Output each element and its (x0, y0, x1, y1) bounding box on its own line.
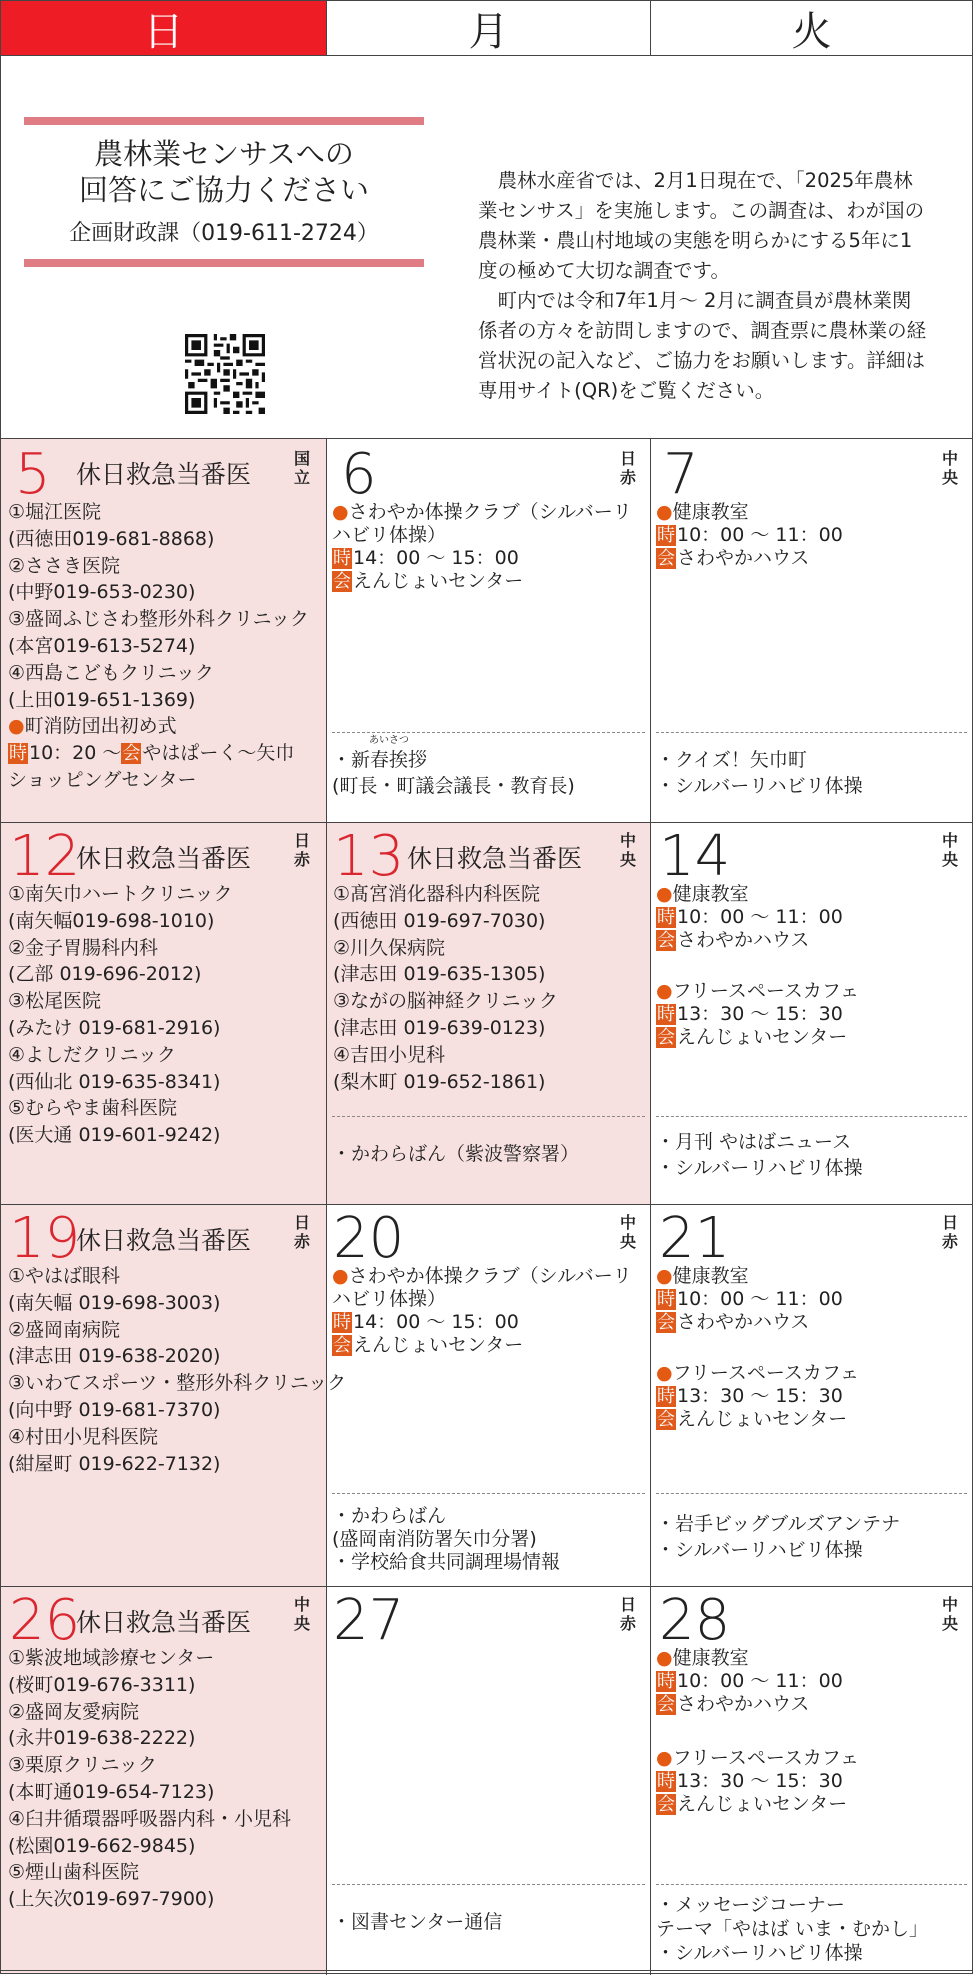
doctor-line: ③栗原クリニック (8, 1754, 157, 1777)
cell-footer (332, 1141, 579, 1167)
event-title-row (656, 501, 966, 524)
event-place-row (656, 1311, 966, 1334)
place-icon: 会 (657, 548, 675, 569)
doctor-line: (乙部 019-696-2012) (8, 963, 202, 986)
area-tag: 日赤 (941, 1213, 958, 1251)
doctor-line: ⑤煙山歯科医院 (8, 1861, 140, 1884)
event-title-row (656, 1265, 966, 1288)
dashed-divider (332, 732, 645, 733)
qr-code-icon[interactable] (185, 334, 265, 414)
notice-contact: 企画財政課（019-611-2724） (69, 221, 379, 246)
event-time: 10：00 ～ 11：00 (677, 524, 843, 546)
bullet-icon: ● (656, 1647, 673, 1669)
day-number: 6 (341, 442, 377, 507)
time-icon: 時 (333, 548, 351, 569)
footer-line: ・シルバーリハビリ体操 (656, 1157, 863, 1179)
event-place: えんじょいセンター (353, 1334, 524, 1356)
day-cell-19 (1, 1205, 347, 1586)
area-tag: 日赤 (619, 449, 636, 487)
day-cell-12 (1, 823, 326, 1204)
doctor-line: ②ささき医院 (8, 554, 121, 577)
day-number: 28 (659, 1588, 731, 1653)
event-time: 10：00 ～ 11：00 (677, 1670, 843, 1692)
event-time-row (332, 1311, 647, 1334)
event-title: フリースペースカフェ (672, 980, 859, 1002)
day-cell-21 (651, 1205, 972, 1586)
place-icon: 会 (657, 1312, 675, 1333)
ruby-reading: あいさつ (369, 735, 410, 746)
event-time: 14：00 ～ 15：00 (353, 1311, 519, 1333)
day-number: 5 (15, 442, 51, 507)
doctor-line: ①やはば眼科 (8, 1265, 121, 1287)
event-title-row (656, 1747, 966, 1770)
event-place: えんじょいセンター (353, 570, 524, 592)
doctor-line: ③ながの脳神経クリニック (333, 990, 558, 1013)
event-time: 10：00 ～ 11：00 (677, 906, 843, 928)
footer-line: (盛岡南消防署矢巾分署) (332, 1528, 537, 1550)
event-title-row (656, 1647, 966, 1670)
event-title: フリースペースカフェ (672, 1747, 859, 1769)
event-time-row (332, 547, 647, 570)
area-tag: 中央 (941, 1595, 958, 1633)
event-line (8, 713, 309, 740)
bullet-icon: ● (656, 1265, 673, 1287)
doctor-line: (津志田 019-638-2020) (8, 1345, 221, 1368)
event-place: やはぱーく～矢巾 (142, 742, 295, 765)
event-time-row (656, 1385, 966, 1408)
doctor-line: ①髙宮消化器科内科医院 (333, 883, 541, 905)
doctor-line: ①紫波地域診療センター (8, 1647, 215, 1669)
event (656, 1362, 966, 1431)
event-title: さわやか体操クラブ（シルバーリハビリ体操） (332, 501, 632, 546)
footer-line: ・月刊 やはばニュース (656, 1131, 852, 1153)
doctor-line: ②金子胃腸科内科 (8, 936, 159, 959)
event-place: さわやかハウス (677, 1311, 810, 1333)
day-number: 27 (333, 1588, 405, 1653)
event-title-row (332, 501, 647, 547)
day-cell-7 (651, 439, 972, 822)
event-title: フリースペースカフェ (672, 1362, 859, 1384)
area-tag: 中央 (941, 449, 958, 487)
event-title: さわやか体操クラブ（シルバーリハビリ体操） (332, 1265, 632, 1310)
event-time-row (656, 1770, 966, 1793)
area-tag: 中央 (619, 1213, 636, 1251)
bullet-icon: ● (332, 1265, 349, 1287)
day-number: 19 (9, 1206, 81, 1271)
dashed-divider (656, 1884, 967, 1885)
time-icon: 時 (657, 907, 675, 928)
cell-footer (656, 747, 863, 799)
event-title-row (656, 883, 966, 906)
footer-line: ・シルバーリハビリ体操 (656, 1942, 863, 1964)
emergency-doctor-label: 休日救急当番医 (76, 844, 252, 873)
notice-title-line: 回答にご協力ください (78, 173, 369, 207)
event (656, 883, 966, 952)
event-place-row (332, 570, 647, 593)
event-time: 13：30 ～ 15：30 (677, 1770, 843, 1792)
event-place: さわやかハウス (677, 547, 810, 569)
cell-footer (332, 1505, 560, 1574)
event-place-row (656, 1693, 966, 1716)
bullet-icon: ● (332, 501, 349, 523)
event-place-row (656, 929, 966, 952)
footer-line: ・岩手ビッグブルズアンテナ (656, 1513, 901, 1535)
day-number: 13 (333, 824, 405, 889)
bullet-icon: ● (656, 1747, 673, 1769)
doctor-line: (梨木町 019-652-1861) (333, 1070, 546, 1093)
area-tag: 国立 (293, 449, 310, 487)
event-place-row (332, 1334, 647, 1357)
event (656, 1265, 966, 1334)
dashed-divider (656, 1116, 967, 1117)
doctor-line: ②盛岡友愛病院 (8, 1700, 140, 1723)
day-cell-27 (327, 1587, 650, 1971)
doctor-line: (永井019-638-2222) (8, 1727, 196, 1750)
doctor-line: ②盛岡南病院 (8, 1318, 121, 1341)
event-place-row (656, 1026, 966, 1049)
footer-line: (町長・町議会議長・教育長) (332, 775, 575, 797)
doctor-line: ④よしだクリニック (8, 1043, 176, 1066)
day-number: 26 (9, 1588, 81, 1653)
footer-line: ・かわらばん（紫波警察署） (332, 1143, 580, 1165)
doctor-line: (西徳田019-681-8868) (8, 527, 215, 550)
doctor-line: (松園019-662-9845) (8, 1834, 196, 1857)
area-tag: 中央 (293, 1595, 310, 1633)
bullet-icon: ● (656, 1362, 673, 1384)
notice-body (478, 166, 928, 406)
doctor-line: (中野019-653-0230) (8, 581, 196, 604)
doctor-line: (上田019-651-1369) (8, 688, 196, 711)
event-place: えんじょいセンター (677, 1793, 848, 1815)
doctor-line: ④臼井循環器呼吸器内科・小児科 (8, 1807, 292, 1830)
time-icon: 時 (657, 1289, 675, 1310)
bullet-icon: ● (656, 883, 673, 905)
doctor-list (8, 1263, 346, 1477)
doctor-line: ②川久保病院 (333, 936, 446, 959)
doctor-line: ①堀江医院 (8, 501, 102, 523)
area-tag: 中央 (941, 831, 958, 869)
footer-line: ・学校給食共同調理場情報 (332, 1551, 561, 1573)
cell-footer (656, 1129, 863, 1181)
doctor-line: (桜町019-676-3311) (8, 1673, 196, 1696)
ruby-text (351, 735, 428, 773)
bullet-icon: ● (656, 980, 673, 1002)
event-title: 健康教室 (672, 1265, 749, 1287)
event-time-row (656, 524, 966, 547)
footer-line: ・新春挨拶 あいさつ (332, 735, 428, 771)
footer-line: ・クイズ！矢巾町 (656, 749, 807, 771)
doctor-line: (本町通019-654-7123) (8, 1780, 215, 1803)
day-cell-20 (327, 1205, 650, 1586)
event-place: えんじょいセンター (677, 1026, 848, 1048)
event (656, 1747, 966, 1816)
footer-line: ・かわらばん (332, 1505, 447, 1527)
doctor-line: (紺屋町 019-622-7132) (8, 1452, 221, 1475)
time-icon: 時 (657, 525, 675, 546)
doctor-line: ④吉田小児科 (333, 1043, 446, 1066)
doctor-line: (西仙北 019-635-8341) (8, 1070, 221, 1093)
doctor-line: (医大通 019-601-9242) (8, 1124, 221, 1147)
day-number: 21 (659, 1206, 731, 1271)
footer-line: ・図書センター通信 (332, 1911, 503, 1933)
day-cell-5 (1, 439, 326, 822)
dashed-divider (332, 1493, 645, 1494)
notice-title (24, 136, 424, 208)
dashed-divider (332, 1884, 645, 1885)
event (656, 501, 966, 570)
bullet-icon: ● (8, 715, 25, 738)
area-tag: 日赤 (293, 1213, 310, 1251)
event-time-row (656, 1003, 966, 1026)
event (656, 1647, 966, 1716)
event (332, 501, 647, 593)
doctor-line: ⑤むらやま歯科医院 (8, 1097, 178, 1120)
header-sunday: 日 (1, 1, 326, 56)
day-cell-14 (651, 823, 972, 1204)
event-title-row (332, 1265, 647, 1311)
doctor-line: (向中野 019-681-7370) (8, 1398, 221, 1421)
doctor-line: ③盛岡ふじさわ整形外科クリニック (8, 608, 309, 631)
event-title: 健康教室 (672, 1647, 749, 1669)
cell-footer (656, 1893, 928, 1965)
event-place-row (656, 1408, 966, 1431)
area-tag: 日赤 (619, 1595, 636, 1633)
event-time: 13：30 ～ 15：30 (677, 1385, 843, 1407)
event-place: ショッピングセンター (8, 768, 197, 791)
day-cell-6 (327, 439, 650, 822)
title-bar (24, 259, 424, 267)
event-title: 健康教室 (672, 501, 749, 523)
place-icon: 会 (657, 930, 675, 951)
time-icon: 時 (657, 1004, 675, 1025)
day-number: 7 (663, 442, 699, 507)
doctor-line: (南矢幅 019-698-3003) (8, 1291, 221, 1314)
doctor-line: ①南矢巾ハートクリニック (8, 883, 233, 905)
event-place: さわやかハウス (677, 929, 810, 951)
dashed-divider (656, 1493, 967, 1494)
event-time: 14：00 ～ 15：00 (353, 547, 519, 569)
bullet-icon: ● (656, 501, 673, 523)
cell-footer (332, 735, 575, 799)
header-tuesday: 火 (651, 1, 972, 56)
doctor-list (8, 1645, 291, 1913)
time-icon: 時 (657, 1771, 675, 1792)
cell-footer (332, 1909, 502, 1935)
event-place: さわやかハウス (677, 1693, 810, 1715)
divider (650, 1, 651, 56)
footer-line: テーマ「やはば いま・むかし」 (656, 1918, 929, 1940)
time-icon: 時 (9, 743, 27, 765)
event-time: 10：00 ～ 11：00 (677, 1288, 843, 1310)
place-icon: 会 (333, 1335, 351, 1356)
place-icon: 会 (122, 743, 141, 765)
dashed-divider (656, 732, 967, 733)
day-number: 14 (659, 824, 731, 889)
notice-paragraph: 町内では令和7年1月～ 2月に調査員が農林業関係者の方々を訪問しますので、調査票に農林業の経営状況の記入など、ご協力をお願いします。詳細は専用サイト(QR)をご覧ください。 (478, 289, 927, 402)
event-time-row (656, 906, 966, 929)
notice-title-line: 農林業センサスへの (94, 137, 354, 171)
event-time: 13：30 ～ 15：30 (677, 1003, 843, 1025)
emergency-doctor-label: 休日救急当番医 (76, 1226, 252, 1255)
event-time-row (656, 1670, 966, 1693)
event-place: えんじょいセンター (677, 1408, 848, 1430)
day-cell-28 (651, 1587, 972, 1971)
area-tag: 日赤 (293, 831, 310, 869)
doctor-list (8, 499, 309, 794)
doctor-list (8, 881, 233, 1149)
census-notice (1, 56, 972, 438)
doctor-line: ③いわてスポーツ・整形外科クリニック (8, 1372, 347, 1395)
area-tag: 中央 (619, 831, 636, 869)
event-title-row (656, 1362, 966, 1385)
cell-footer (656, 1511, 900, 1563)
title-bar (24, 117, 424, 125)
day-number: 20 (333, 1206, 405, 1271)
divider (326, 1, 327, 56)
time-icon: 時 (657, 1671, 675, 1692)
footer-line: ・シルバーリハビリ体操 (656, 1539, 863, 1561)
event-title: 町消防団出初め式 (24, 715, 177, 738)
doctor-line: (津志田 019-635-1305) (333, 963, 546, 986)
time-icon: 時 (657, 1386, 675, 1407)
doctor-line: (みたけ 019-681-2916) (8, 1016, 221, 1039)
footer-line: ・メッセージコーナー (656, 1894, 845, 1916)
day-cell-13 (327, 823, 650, 1204)
doctor-line: ③松尾医院 (8, 990, 102, 1013)
doctor-line: (本宮019-613-5274) (8, 634, 196, 657)
event-time-row (656, 1288, 966, 1311)
emergency-doctor-label: 休日救急当番医 (76, 460, 252, 489)
event-place-row (656, 1793, 966, 1816)
place-icon: 会 (657, 1794, 675, 1815)
day-number: 12 (9, 824, 81, 889)
footer-line: ・シルバーリハビリ体操 (656, 775, 863, 797)
header-monday: 月 (327, 1, 650, 56)
event-title: 健康教室 (672, 883, 749, 905)
place-icon: 会 (657, 1409, 675, 1430)
event (656, 980, 966, 1049)
time-icon: 時 (333, 1312, 351, 1333)
dashed-divider (332, 1116, 645, 1117)
emergency-doctor-label: 休日救急当番医 (407, 844, 583, 873)
place-icon: 会 (333, 571, 351, 592)
doctor-line: (西徳田 019-697-7030) (333, 909, 546, 932)
doctor-line: (南矢幅019-698-1010) (8, 909, 215, 932)
doctor-line: (津志田 019-639-0123) (333, 1016, 546, 1039)
doctor-line: ④西島こどもクリニック (8, 661, 214, 684)
day-cell-26 (1, 1587, 326, 1971)
notice-paragraph: 農林水産省では、2月1日現在で、「2025年農林業センサス」を実施します。この調査は、わが国の農林業・農山村地域の実態を明らかにする5年に1度の極めて大切な調査です。 (478, 169, 925, 282)
ruby-base: 新春挨拶 (351, 749, 428, 771)
place-icon: 会 (657, 1694, 675, 1715)
doctor-list (333, 881, 558, 1095)
event-line (8, 740, 309, 767)
event-place-row (656, 547, 966, 570)
doctor-line: (上矢次019-697-7900) (8, 1888, 215, 1911)
event (332, 1265, 647, 1357)
emergency-doctor-label: 休日救急当番医 (76, 1608, 252, 1637)
place-icon: 会 (657, 1027, 675, 1048)
event-time: 10：20 ～ (29, 742, 122, 765)
event-title-row (656, 980, 966, 1003)
doctor-line: ④村田小児科医院 (8, 1425, 159, 1448)
